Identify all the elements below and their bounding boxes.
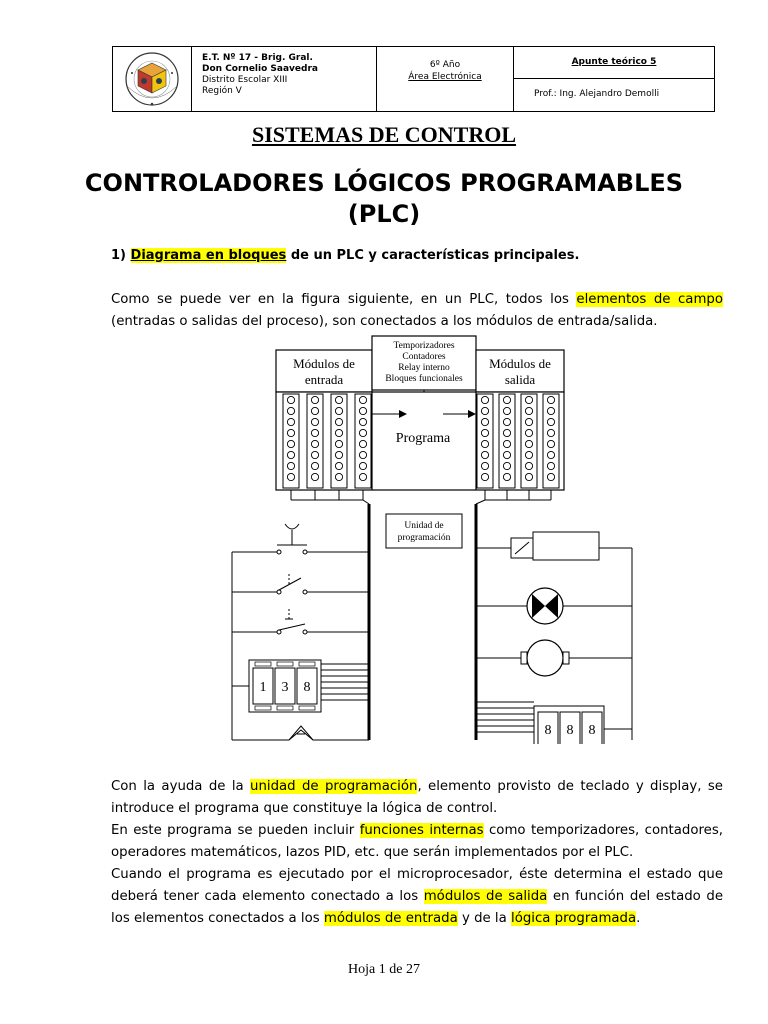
output-digit-2: 8: [566, 723, 574, 738]
body-text-4: como temporizadores, contadores, operadores matemáticos, lazos PID, etc. que serán implementados por el PLC.: [111, 823, 723, 860]
output-digit-3: 8: [588, 723, 596, 738]
input-terminal: [287, 396, 294, 403]
input-terminal: [311, 396, 318, 403]
output-module-label-2: salida: [504, 372, 536, 387]
output-terminal: [481, 418, 488, 425]
highlight-programmed-logic: lógica programada: [511, 911, 637, 926]
output-terminal: [525, 462, 532, 469]
input-terminal: [287, 418, 294, 425]
output-terminal: [481, 440, 488, 447]
input-terminal: [311, 462, 318, 469]
output-terminal: [503, 473, 510, 480]
body-text-2: , elemento provisto de teclado y display, se introduce el programa que constituye la lógica de control.: [111, 779, 723, 816]
highlight-input-modules: módulos de entrada: [323, 911, 458, 926]
output-terminal: [481, 429, 488, 436]
output-terminal: [481, 473, 488, 480]
programming-unit-label-1: Unidad de: [404, 521, 444, 531]
pushbutton-no: [232, 524, 369, 554]
output-terminal: [503, 462, 510, 469]
input-terminal: [359, 429, 366, 436]
body-text-5: Cuando el programa es ejecutado por el microprocesador, éste determina el estado que deberá tener cada elemento conectado a los: [111, 867, 723, 904]
output-terminal: [547, 429, 554, 436]
input-terminal: [311, 407, 318, 414]
switch-no: [232, 572, 369, 594]
output-terminal: [503, 407, 510, 414]
input-terminal: [311, 440, 318, 447]
school-name-line1: E.T. Nº 17 - Brig. Gral.: [202, 53, 313, 63]
input-terminal: [335, 429, 342, 436]
output-terminal: [525, 473, 532, 480]
main-title: [80, 168, 688, 230]
output-terminal: [547, 451, 554, 458]
course-info: [377, 47, 514, 111]
document-header: [112, 46, 715, 112]
highlight-internal-functions: funciones internas: [359, 823, 484, 838]
section-heading: [111, 248, 579, 263]
function-label-4: Bloques funcionales: [385, 374, 463, 384]
input-terminal: [359, 462, 366, 469]
heading-highlight: Diagrama en bloques: [130, 248, 287, 263]
indicator-lamp: [476, 588, 632, 624]
input-terminal: [311, 429, 318, 436]
thermocouple: [232, 726, 369, 740]
motor: [476, 640, 632, 676]
input-terminal: [287, 407, 294, 414]
doc-info: [514, 47, 714, 111]
input-terminal: [287, 462, 294, 469]
highlight-programming-unit: unidad de programación: [250, 779, 418, 794]
school-logo-cell: [113, 47, 192, 111]
heading-rest: de un PLC y características principales.: [286, 248, 580, 263]
input-terminal: [335, 462, 342, 469]
school-region: Región V: [202, 86, 242, 96]
page-number: Hoja 1 de 27: [348, 962, 420, 977]
section-title: SISTEMAS DE CONTROL: [251, 122, 517, 147]
output-module-label-1: Módulos de: [489, 356, 551, 371]
input-terminal: [359, 440, 366, 447]
output-terminal: [525, 429, 532, 436]
output-terminal: [525, 440, 532, 447]
output-terminal: [547, 440, 554, 447]
output-terminal: [481, 462, 488, 469]
output-terminal: [525, 418, 532, 425]
body-text-6: en función del estado de los elementos conectados a los: [111, 889, 724, 926]
input-terminal: [311, 418, 318, 425]
output-terminal: [481, 451, 488, 458]
input-terminal: [287, 429, 294, 436]
main-title-line1: CONTROLADORES LÓGICOS PROGRAMABLES: [84, 169, 684, 197]
function-label-3: Relay interno: [398, 363, 450, 373]
input-terminal: [335, 451, 342, 458]
intro-text-2: (entradas o salidas del proceso), son conectados a los módulos de entrada/salida.: [111, 314, 658, 329]
body-text-7: y de la: [457, 911, 511, 926]
intro-text-1: Como se puede ver en la figura siguiente, en un PLC, todos los: [111, 292, 577, 307]
thumbwheel-switch: [232, 660, 369, 712]
input-digit-3: 8: [303, 680, 311, 695]
input-terminal: [359, 396, 366, 403]
school-info: [192, 47, 377, 111]
body-text-1: Con la ayuda de la: [111, 779, 251, 794]
input-terminal: [287, 473, 294, 480]
input-terminal: [359, 473, 366, 480]
school-name-line2: Don Cornelio Saavedra: [202, 64, 318, 74]
body-paragraph: [111, 776, 723, 930]
input-terminal: [335, 407, 342, 414]
input-terminal: [359, 451, 366, 458]
output-terminal: [525, 396, 532, 403]
input-module-label-2: entrada: [304, 372, 344, 387]
input-terminal: [311, 451, 318, 458]
input-terminal: [359, 407, 366, 414]
output-terminal: [547, 407, 554, 414]
output-terminal: [547, 462, 554, 469]
input-digit-1: 1: [259, 680, 267, 695]
output-terminal: [503, 396, 510, 403]
school-district: Distrito Escolar XIII: [202, 75, 288, 85]
output-terminal: [503, 429, 510, 436]
input-digit-2: 3: [281, 680, 289, 695]
output-terminal: [547, 473, 554, 480]
input-terminal: [335, 396, 342, 403]
plc-block-diagram: [229, 334, 639, 744]
programming-unit-label-2: programación: [397, 533, 451, 543]
seven-segment-display: [476, 702, 632, 744]
output-terminal: [503, 451, 510, 458]
output-terminal: [503, 418, 510, 425]
output-terminal: [503, 440, 510, 447]
switch-nc: [232, 609, 369, 634]
highlight-output-modules: módulos de salida: [423, 889, 548, 904]
input-terminal: [311, 473, 318, 480]
input-module-label-1: Módulos de: [293, 356, 355, 371]
function-label-1: Temporizadores: [393, 341, 455, 351]
main-title-line2: (PLC): [347, 200, 421, 228]
input-terminal: [335, 473, 342, 480]
input-terminal: [359, 418, 366, 425]
course-area: Área Electrónica: [408, 72, 482, 82]
course-year: 6º Año: [429, 60, 461, 70]
relay-coil: [476, 532, 632, 560]
output-terminal: [525, 407, 532, 414]
output-terminal: [547, 418, 554, 425]
doc-title: Apunte teórico 5: [514, 47, 714, 79]
school-logo: [122, 51, 182, 107]
doc-professor: Prof.: Ing. Alejandro Demolli: [534, 89, 660, 99]
output-digit-1: 8: [544, 723, 552, 738]
input-terminal: [335, 440, 342, 447]
output-terminal: [481, 396, 488, 403]
output-terminal: [525, 451, 532, 458]
output-terminal: [481, 407, 488, 414]
intro-paragraph: [111, 289, 723, 333]
input-terminal: [335, 418, 342, 425]
intro-highlight: elementos de campo: [576, 292, 723, 307]
body-text-3: En este programa se pueden incluir: [111, 823, 360, 838]
output-terminal: [547, 396, 554, 403]
program-label: Programa: [395, 431, 451, 446]
heading-number: 1): [111, 248, 126, 263]
function-label-2: Contadores: [402, 352, 446, 362]
input-terminal: [287, 451, 294, 458]
body-text-8: .: [636, 911, 641, 926]
input-terminal: [287, 440, 294, 447]
